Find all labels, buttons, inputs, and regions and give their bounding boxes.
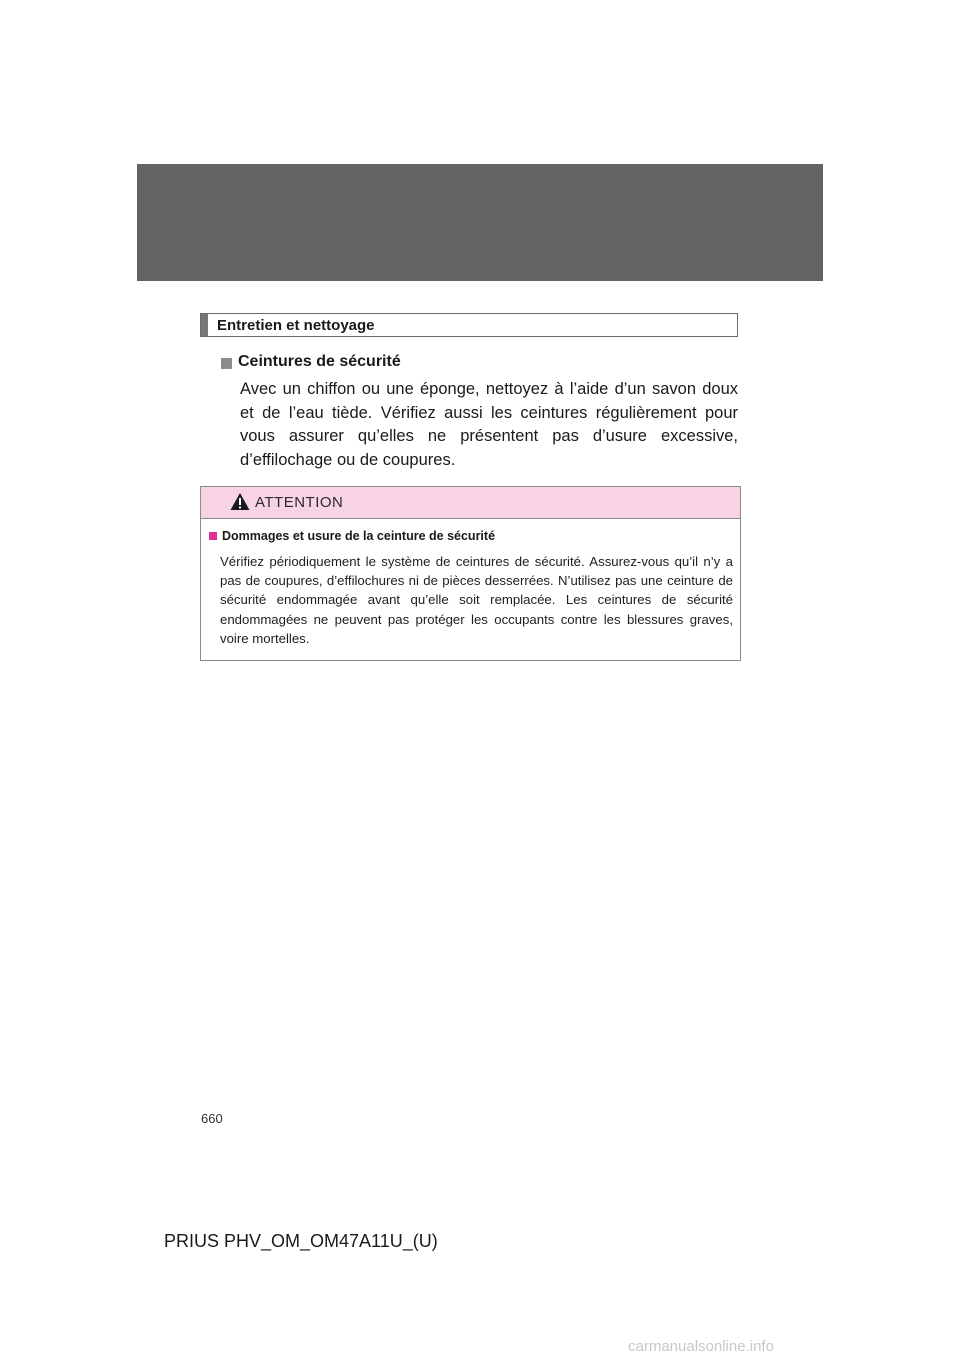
caution-subheading [209,529,495,543]
caution-box [200,486,741,661]
warning-triangle-icon [230,492,250,511]
caution-label: ATTENTION [255,494,344,511]
square-bullet-icon [209,532,217,540]
page-number: 660 [201,1111,223,1126]
footer-document-code: PRIUS PHV_OM_OM47A11U_(U) [164,1231,438,1251]
caution-body: Vérifiez périodiquement le système de ceintures de sécurité. Assurez-vous qu’il n’y a pas de coupures, d’effilochures ni de pièces desserrées. N’utilisez pas une ceinture de sécurité endommagée avant qu’elle soit remplacée. Les ceintures de sécurité endommagées ne peuvent pas protéger les occupants contre les blessures graves, voire mortelles. [220,554,733,646]
section-heading [200,313,738,337]
caution-title: Dommages et usure de la ceinture de sécurité [222,529,496,543]
section-heading-bar [201,314,208,336]
subsection-body: Avec un chiffon ou une éponge, nettoyez à l’aide d’un savon doux et de l’eau tiède. Vérifiez aussi les ceintures régulièrement pour vous assurer qu’elles ne présentent pas d’usure excessive, d’effilochage ou de coupures. [240,380,738,469]
chapter-header-band [137,164,823,281]
subsection-title: Ceintures de sécurité [238,353,401,370]
subsection-heading [221,353,401,371]
square-bullet-icon [221,358,232,369]
section-title: Entretien et nettoyage [217,317,375,334]
watermark: carmanualsonline.info [628,1338,774,1355]
caution-header [201,487,740,519]
